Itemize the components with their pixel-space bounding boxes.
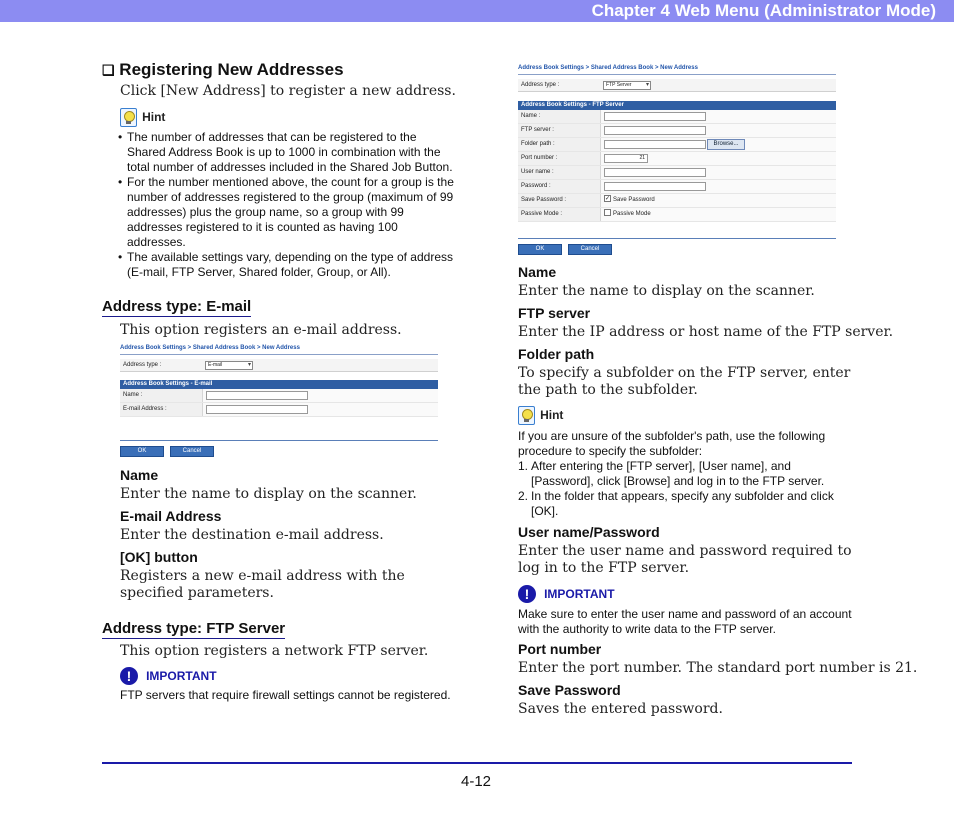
address-type-select[interactable]: FTP Server ▾	[603, 81, 651, 90]
form-row	[518, 208, 836, 222]
page-number: 4-12	[461, 773, 492, 790]
ftp-settings-screenshot	[518, 65, 836, 257]
ok-button[interactable]: OK	[120, 446, 164, 457]
name-input[interactable]	[206, 391, 308, 400]
item-text: Enter the name to display on the scanner.	[518, 283, 815, 299]
form-row	[518, 110, 836, 124]
hint-header	[120, 108, 165, 131]
save-password-checkbox[interactable]	[604, 195, 611, 202]
section-title: Registering New Addresses	[119, 60, 344, 79]
field-label: Save Password :	[518, 194, 601, 207]
important-header	[120, 666, 217, 685]
field-label: Passive Mode :	[518, 208, 601, 221]
email-address-input[interactable]	[206, 405, 308, 414]
field-label: Folder path :	[518, 138, 601, 151]
section-heading	[102, 60, 344, 80]
hint-item: • The number of addresses that can be registered to the Shared Address Book is up to 1000 in combination with the total number of addresses included in the Shared Job Button.	[118, 130, 458, 175]
item-title: FTP server	[518, 305, 591, 321]
breadcrumb: Address Book Settings > Shared Address Book > New Address	[120, 345, 438, 355]
breadcrumb: Address Book Settings > Shared Address Book > New Address	[518, 65, 836, 75]
user-name-input[interactable]	[604, 168, 706, 177]
form-row	[518, 152, 836, 166]
item-title: Name	[518, 264, 557, 280]
field-label: E-mail Address :	[120, 403, 203, 416]
item-title: E-mail Address	[120, 508, 222, 524]
save-password-checkbox-label: Save Password	[613, 197, 655, 203]
address-type-label: Address type :	[123, 362, 162, 368]
important-header	[518, 584, 615, 603]
hint-label: Hint	[142, 110, 166, 124]
item-title: [OK] button	[120, 549, 198, 565]
item-title: Port number	[518, 641, 602, 657]
field-label: Name :	[518, 110, 601, 123]
item-title: User name/Password	[518, 524, 660, 540]
ok-button[interactable]: OK	[518, 244, 562, 255]
field-label: Name :	[120, 389, 203, 402]
name-input[interactable]	[604, 112, 706, 121]
browse-button[interactable]: Browse...	[707, 139, 745, 150]
form-row	[120, 389, 438, 403]
folder-path-input[interactable]	[604, 140, 706, 149]
field-label: Password :	[518, 180, 601, 193]
cancel-button[interactable]: Cancel	[170, 446, 214, 457]
cancel-button[interactable]: Cancel	[568, 244, 612, 255]
form-row	[518, 194, 836, 208]
address-type-row	[518, 79, 836, 92]
hint-step	[518, 489, 853, 519]
item-text: Enter the name to display on the scanner.	[120, 486, 417, 502]
hint-lightbulb-icon	[518, 406, 535, 425]
divider	[120, 440, 438, 441]
item-title: Save Password	[518, 682, 621, 698]
hint-label: Hint	[540, 408, 564, 422]
panel-title: Address Book Settings - FTP Server	[518, 101, 836, 110]
item-text: Enter the user name and password required to log in to the FTP server.	[518, 543, 852, 576]
passive-mode-checkbox[interactable]	[604, 209, 611, 216]
exclamation-icon: !	[518, 585, 536, 603]
important-label: IMPORTANT	[146, 669, 217, 683]
form-row	[120, 403, 438, 417]
form-row	[518, 166, 836, 180]
address-type-row	[120, 359, 438, 372]
field-label: User name :	[518, 166, 601, 179]
email-section-title: Address type: E-mail	[102, 298, 252, 315]
step-number: 1.	[518, 459, 529, 473]
important-text: FTP servers that require firewall settings cannot be registered.	[120, 688, 451, 702]
hint-intro: If you are unsure of the subfolder's path, use the following procedure to specify the subfolder:	[518, 429, 826, 458]
hint-item: • For the number mentioned above, the count for a group is the number of addresses registered to the group (maximum of 99 addresses) plus the group name, so a group with 99 addresses registered to it is counted as having 100 addresses.	[118, 175, 458, 250]
ftp-section-desc: This option registers a network FTP server.	[120, 643, 429, 659]
panel-title: Address Book Settings - E-mail	[120, 380, 438, 389]
hint-steps	[518, 459, 853, 519]
address-type-select[interactable]: E-mail ▾	[205, 361, 253, 370]
footer-divider	[102, 762, 852, 764]
divider	[518, 238, 836, 239]
item-text: Enter the IP address or host name of the FTP server.	[518, 324, 894, 340]
important-label: IMPORTANT	[544, 587, 615, 601]
hint-list	[118, 130, 458, 280]
ftp-server-input[interactable]	[604, 126, 706, 135]
item-title: Name	[120, 467, 159, 483]
email-section-desc: This option registers an e-mail address.	[120, 322, 402, 338]
item-text: Saves the entered password.	[518, 701, 723, 717]
item-text: Registers a new e-mail address with the specified parameters.	[120, 568, 405, 601]
field-label: Port number :	[518, 152, 601, 165]
form-row	[518, 124, 836, 138]
item-title: Folder path	[518, 346, 595, 362]
hint-lightbulb-icon	[120, 108, 137, 127]
item-text: Enter the destination e-mail address.	[120, 527, 384, 543]
step-text: After entering the [FTP server], [User name], and [Password], click [Browse] and log in to the FTP server.	[531, 459, 825, 488]
hint-header	[518, 406, 563, 429]
step-number: 2.	[518, 489, 529, 503]
port-number-input[interactable]: 21	[604, 154, 648, 163]
hint-step	[518, 459, 853, 489]
password-input[interactable]	[604, 182, 706, 191]
ftp-section-title: Address type: FTP Server	[102, 620, 286, 637]
important-text: Make sure to enter the user name and password of an account with the authority to write data to the FTP server.	[518, 607, 852, 636]
chapter-title: Chapter 4 Web Menu (Administrator Mode)	[591, 1, 936, 20]
field-label: FTP server :	[518, 124, 601, 137]
step-text: In the folder that appears, specify any subfolder and click [OK].	[531, 489, 834, 518]
hint-item: • The available settings vary, depending on the type of address (E-mail, FTP Server, Shared folder, Group, or All).	[118, 250, 458, 280]
passive-mode-checkbox-label: Passive Mode	[613, 211, 651, 217]
address-type-label: Address type :	[521, 82, 560, 88]
item-text: Enter the port number. The standard port number is 21.	[518, 660, 918, 676]
item-text: To specify a subfolder on the FTP server, enter the path to the subfolder.	[518, 365, 851, 398]
form-row	[518, 180, 836, 194]
section-marker-icon: ❑	[102, 62, 115, 78]
form-row	[518, 138, 836, 152]
email-settings-screenshot	[120, 345, 438, 460]
exclamation-icon: !	[120, 667, 138, 685]
section-intro: Click [New Address] to register a new address.	[120, 83, 456, 99]
